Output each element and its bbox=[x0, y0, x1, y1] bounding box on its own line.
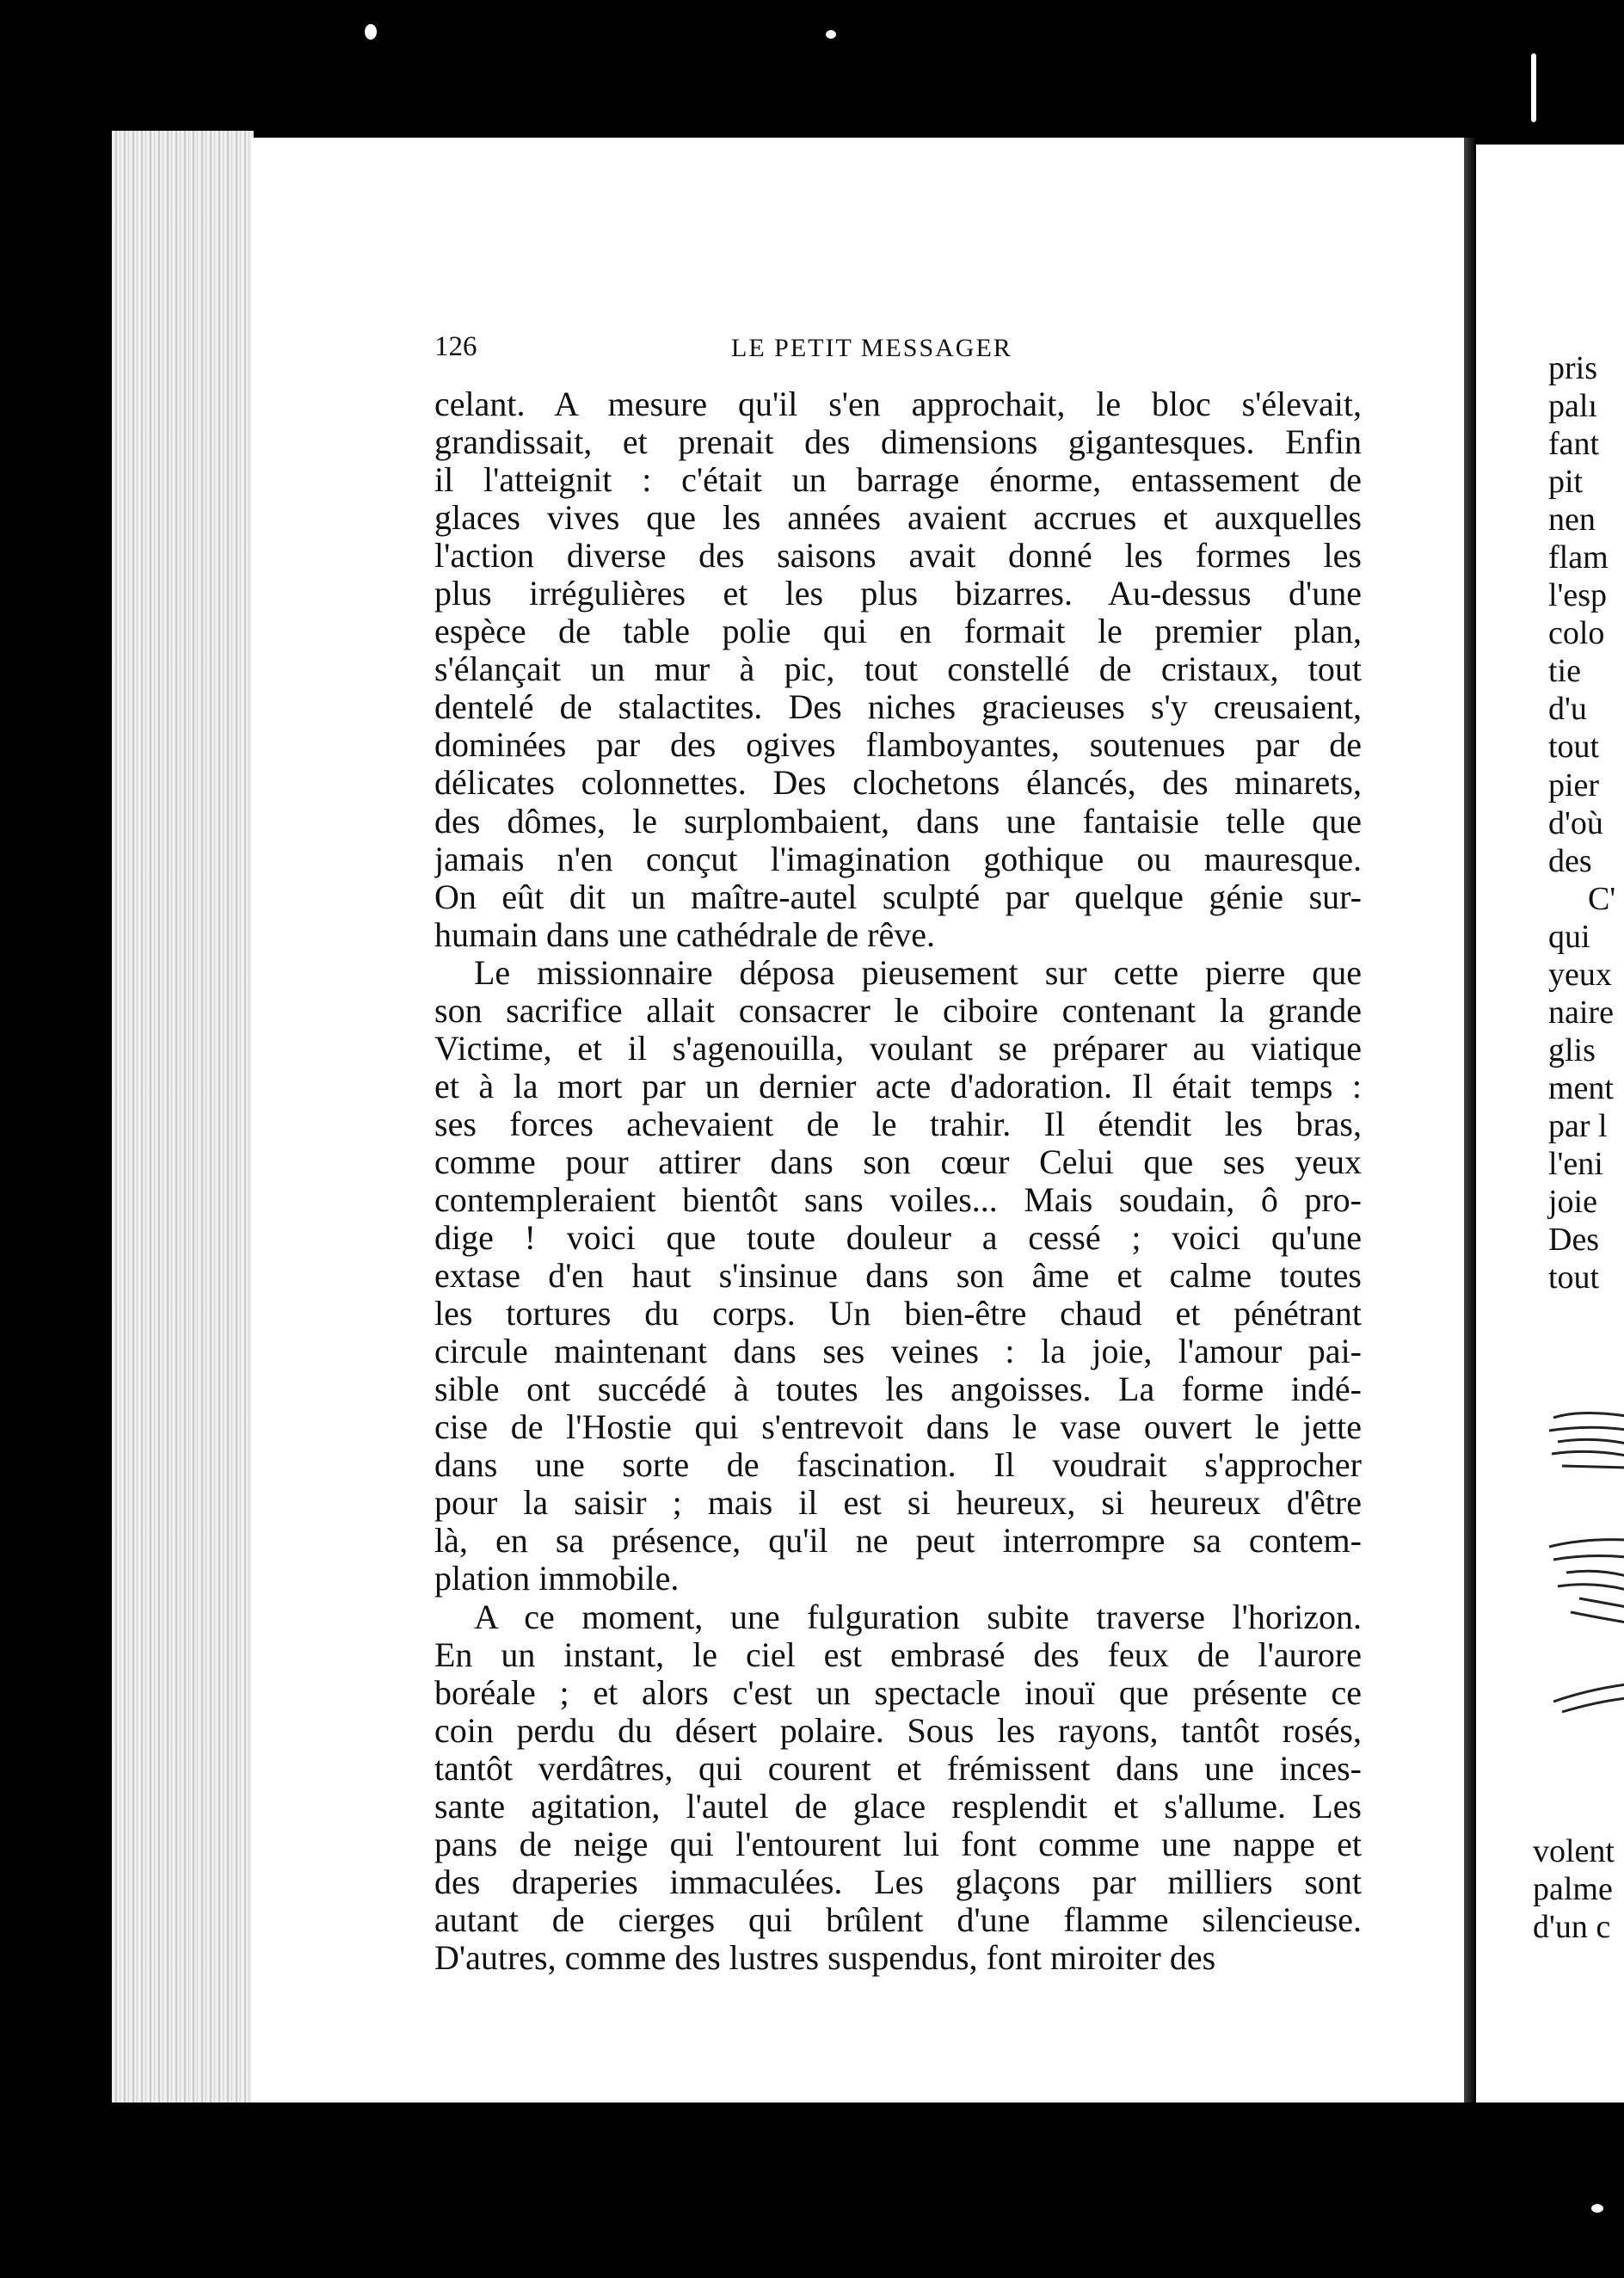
right-page-text-line: pris bbox=[1548, 350, 1597, 386]
text-line: grandissait, et prenait des dimensions gigantesques. Enfin bbox=[434, 423, 1362, 462]
text-line: plation immobile. bbox=[434, 1560, 680, 1598]
dust-speck bbox=[826, 30, 836, 39]
right-page-text-bottom bbox=[1533, 1832, 1624, 1946]
right-page-text-top bbox=[1548, 349, 1624, 1296]
text-line: ses forces achevaient de le trahir. Il étendit les bras, bbox=[434, 1105, 1362, 1143]
text-line: cise de l'Hostie qui s'entrevoit dans le vase ouvert le jette bbox=[434, 1408, 1362, 1447]
text-line: des dômes, le surplombaient, dans une fantaisie telle que bbox=[434, 802, 1362, 840]
text-line: l'action diverse des saisons avait donné les formes les bbox=[434, 537, 1362, 576]
text-line: pour la saisir ; mais il est si heureux, si heureux d'être bbox=[434, 1484, 1362, 1523]
text-line: tantôt verdâtres, qui courent et frémissent dans une inces- bbox=[434, 1749, 1362, 1788]
right-page-text-line: palme bbox=[1533, 1871, 1613, 1908]
text-line: dige ! voici que toute douleur a cessé ; voici qu'une bbox=[434, 1219, 1362, 1258]
text-line: A ce moment, une fulguration subite traverse l'horizon. bbox=[474, 1598, 1362, 1636]
book-page-edges bbox=[112, 131, 254, 2103]
text-line: Victime, et il s'agenouilla, voulant se préparer au viatique bbox=[434, 1029, 1362, 1068]
text-line: coin perdu du désert polaire. Sous les rayons, tantôt rosés, bbox=[434, 1711, 1362, 1750]
engraving-illustration bbox=[1545, 1392, 1624, 1727]
right-page-text-line: par l bbox=[1548, 1107, 1608, 1144]
right-page bbox=[1476, 145, 1624, 2103]
text-line: D'autres, comme des lustres suspendus, font miroiter des bbox=[434, 1938, 1216, 1977]
text-line: Le missionnaire déposa pieusement sur cette pierre que bbox=[474, 953, 1362, 992]
right-page-text-line: palı bbox=[1548, 388, 1597, 425]
text-line: les tortures du corps. Un bien-être chaud et pénétrant bbox=[434, 1295, 1362, 1333]
text-line: comme pour attirer dans son cœur Celui que ses yeux bbox=[434, 1142, 1362, 1181]
right-page-text-line: d'où bbox=[1548, 804, 1603, 841]
text-line: sible ont succédé à toutes les angoisses. La forme indé- bbox=[434, 1370, 1362, 1409]
running-title: LE PETIT MESSAGER bbox=[731, 334, 1012, 362]
text-line: glaces vives que les années avaient accrues et auxquelles bbox=[434, 499, 1362, 538]
right-page-text-line: Des bbox=[1548, 1222, 1600, 1259]
text-line: jamais n'en conçut l'imagination gothique ou mauresque. bbox=[434, 840, 1362, 878]
text-line: extase d'en haut s'insinue dans son âme et calme toutes bbox=[434, 1257, 1362, 1296]
right-page-text-line: des bbox=[1548, 842, 1592, 879]
text-line: plus irrégulières et les plus bizarres. Au-dessus d'une bbox=[434, 575, 1362, 613]
right-page-text-line: l'esp bbox=[1548, 577, 1608, 614]
text-line: sante agitation, l'autel de glace resplendit et s'allume. Les bbox=[434, 1787, 1362, 1825]
text-line: là, en sa présence, qu'il ne peut interrompre sa contem- bbox=[434, 1522, 1362, 1561]
text-line: dentelé de stalactites. Des niches gracieuses s'y creusaient, bbox=[434, 688, 1362, 727]
right-page-text-line: flam bbox=[1548, 539, 1609, 576]
dust-speck bbox=[1531, 53, 1536, 122]
text-line: dominées par des ogives flamboyantes, soutenues par de bbox=[434, 726, 1362, 765]
text-line: humain dans une cathédrale de rêve. bbox=[434, 915, 935, 954]
page-number: 126 bbox=[434, 331, 477, 362]
text-line: délicates colonnettes. Des clochetons élancés, des minarets, bbox=[434, 764, 1362, 803]
text-line: des draperies immaculées. Les glaçons par milliers sont bbox=[434, 1862, 1362, 1901]
body-text bbox=[434, 385, 1362, 1977]
text-line: boréale ; et alors c'est un spectacle inouï que présente ce bbox=[434, 1673, 1362, 1712]
right-page-text-line: l'eni bbox=[1548, 1145, 1603, 1182]
text-line: circule maintenant dans ses veines : la joie, l'amour pai- bbox=[434, 1333, 1362, 1371]
text-line: espèce de table polie qui en formait le premier plan, bbox=[434, 613, 1362, 651]
right-page-text-line: glis bbox=[1548, 1031, 1596, 1068]
right-page-text-line: naire bbox=[1548, 994, 1614, 1031]
right-page-text-line: tie bbox=[1548, 653, 1581, 690]
right-page-text-line: pier bbox=[1548, 767, 1600, 803]
text-line: son sacrifice allait consacrer le ciboire contenant la grande bbox=[434, 991, 1362, 1030]
right-page-text-line: fant bbox=[1548, 426, 1600, 463]
text-line: et à la mort par un dernier acte d'adoration. Il était temps : bbox=[434, 1067, 1362, 1105]
book-gutter bbox=[1464, 138, 1476, 2103]
right-page-text-line: d'u bbox=[1548, 691, 1587, 728]
text-line: celant. A mesure qu'il s'en approchait, le bloc s'élevait, bbox=[434, 385, 1362, 423]
right-page-text-line: C' bbox=[1588, 880, 1616, 917]
text-line: dans une sorte de fascination. Il voudrait s'approcher bbox=[434, 1446, 1362, 1485]
right-page-text-line: ment bbox=[1548, 1069, 1614, 1106]
dust-speck bbox=[1591, 2204, 1603, 2213]
right-page-text-line: d'un c bbox=[1533, 1909, 1611, 1946]
right-page-text-line: yeux bbox=[1548, 956, 1612, 993]
right-page-text-line: joie bbox=[1548, 1184, 1597, 1221]
dust-speck bbox=[365, 24, 377, 40]
text-line: autant de cierges qui brûlent d'une flamme silencieuse. bbox=[434, 1900, 1362, 1939]
page-header bbox=[434, 331, 1362, 374]
right-page-text-line: tout bbox=[1548, 729, 1600, 766]
text-line: pans de neige qui l'entourent lui font comme une nappe et bbox=[434, 1825, 1362, 1863]
right-page-text-line: volent bbox=[1533, 1833, 1615, 1869]
text-line: contempleraient bientôt sans voiles... Mais soudain, ô pro- bbox=[434, 1180, 1362, 1219]
right-page-text-line: nen bbox=[1548, 502, 1596, 539]
right-page-text-line: colo bbox=[1548, 615, 1605, 652]
right-page-text-line: qui bbox=[1548, 918, 1590, 955]
text-line: s'élançait un mur à pic, tout constellé de cristaux, tout bbox=[434, 650, 1362, 689]
right-page-text-line: pit bbox=[1548, 464, 1584, 501]
right-page-text-line: tout bbox=[1548, 1259, 1600, 1296]
text-line: On eût dit un maître-autel sculpté par quelque génie sur- bbox=[434, 877, 1362, 916]
text-line: il l'atteignit : c'était un barrage énorme, entassement de bbox=[434, 461, 1362, 500]
text-line: En un instant, le ciel est embrasé des feux de l'aurore bbox=[434, 1635, 1362, 1674]
